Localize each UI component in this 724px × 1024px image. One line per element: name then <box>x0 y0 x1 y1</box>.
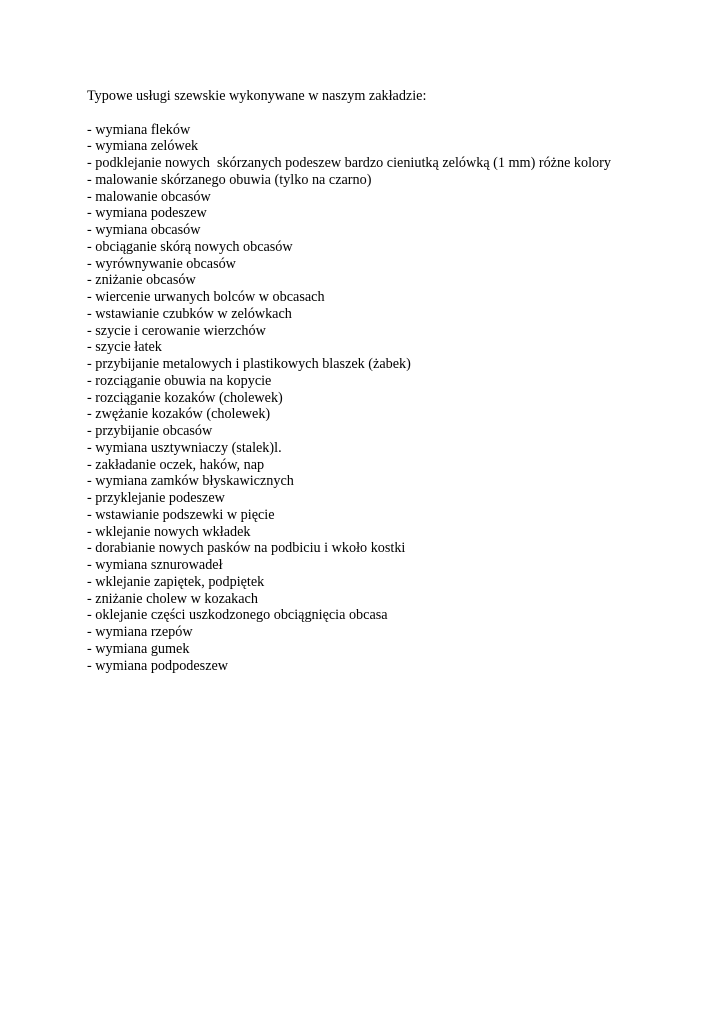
document-content <box>87 88 707 674</box>
blank-line <box>87 105 707 122</box>
service-item: - wymiana obcasów <box>87 222 201 238</box>
document-heading: Typowe usługi szewskie wykonywane w naszym zakładzie: <box>87 88 427 104</box>
service-item: - wymiana zelówek <box>87 138 199 155</box>
service-item: - wklejanie zapiętek, podpiętek <box>87 573 265 590</box>
service-item: - wiercenie urwanych bolców w obcasach <box>87 289 325 305</box>
service-item: - wymiana gumek <box>87 640 190 657</box>
service-item: - wymiana podeszew <box>87 205 207 222</box>
service-item: - wklejanie nowych wkładek <box>87 523 251 540</box>
service-item: - wstawianie czubków w zelówkach <box>87 305 292 322</box>
service-item: - rozciąganie obuwia na kopycie <box>87 372 272 389</box>
service-item: - wstawianie podszewki w pięcie <box>87 506 275 523</box>
service-item: - dorabianie nowych pasków na podbiciu i wkoło kostki <box>87 540 406 557</box>
service-item: - malowanie obcasów <box>87 188 211 205</box>
service-item: - rozciąganie kozaków (cholewek) <box>87 389 283 406</box>
service-item: - podklejanie nowych skórzanych podeszew bardzo cieniutką zelówką (1 mm) różne kolory <box>87 155 611 171</box>
service-item: - przybijanie obcasów <box>87 423 213 439</box>
service-item: - przyklejanie podeszew <box>87 490 225 506</box>
service-item: - wymiana fleków <box>87 121 191 138</box>
service-item: - zwężanie kozaków (cholewek) <box>87 406 271 423</box>
service-item: - wymiana sznurowadeł <box>87 557 223 573</box>
service-item: - wyrównywanie obcasów <box>87 255 236 272</box>
service-item: - wymiana rzepów <box>87 624 193 640</box>
service-item: - szycie i cerowanie wierzchów <box>87 322 266 339</box>
service-item: - wymiana zamków błyskawicznych <box>87 473 294 490</box>
service-item: - wymiana usztywniaczy (stalek)l. <box>87 439 282 456</box>
services-list <box>87 122 707 675</box>
service-item: - oklejanie części uszkodzonego obciągnięcia obcasa <box>87 607 388 624</box>
service-item: - zakładanie oczek, haków, nap <box>87 456 265 473</box>
service-item: - szycie łatek <box>87 339 162 356</box>
service-item: - malowanie skórzanego obuwia (tylko na czarno) <box>87 171 372 188</box>
service-item: - zniżanie obcasów <box>87 272 196 289</box>
service-item: - obciąganie skórą nowych obcasów <box>87 238 293 255</box>
service-item: - wymiana podpodeszew <box>87 657 229 674</box>
service-item: - przybijanie metalowych i plastikowych blaszek (żabek) <box>87 356 411 372</box>
service-item: - zniżanie cholew w kozakach <box>87 590 258 607</box>
